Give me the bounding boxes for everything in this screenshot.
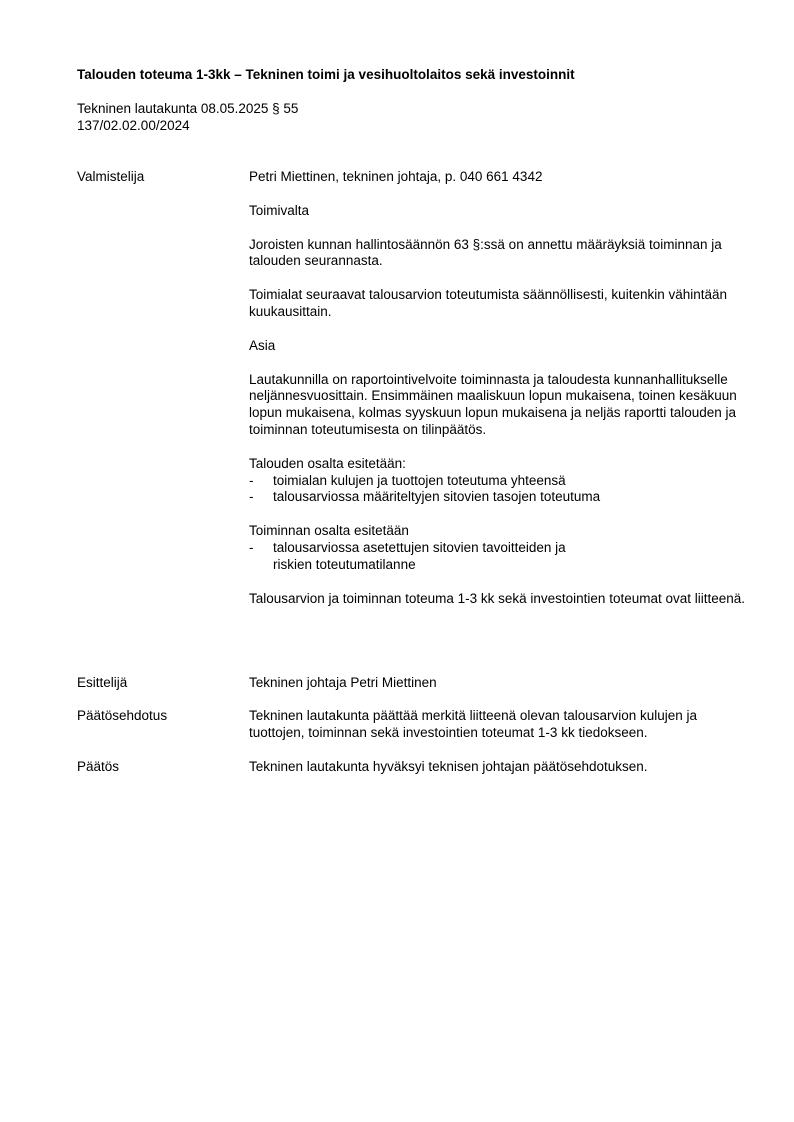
paatos-label: Päätös bbox=[77, 759, 120, 774]
dash-bullet: - bbox=[249, 472, 254, 488]
list-item: - toimialan kulujen ja tuottojen toteutuma yhteensä bbox=[249, 472, 566, 488]
dash-bullet: - bbox=[249, 539, 254, 555]
preparer-info: Petri Miettinen, tekninen johtaja, p. 040 661 4342 bbox=[249, 169, 543, 184]
document-title: Talouden toteuma 1-3kk – Tekninen toimi ja vesihuoltolaitos sekä investoinnit bbox=[77, 67, 575, 82]
valmistelija-label: Valmistelija bbox=[77, 169, 145, 184]
paragraph-asia: Lautakunnilla on raportointivelvoite toiminnasta ja taloudesta kunnanhallitukselle neljännesvuosittain. Ensimmäinen maaliskuun lopun mukaisena, toinen kesäkuun lopun mukaisena, kolmas syyskuun lopun mukaisena ja neljäs raportti talouden ja toiminnan toteutumisesta on tilinpäätös. bbox=[249, 371, 737, 437]
meeting-reference: Tekninen lautakunta 08.05.2025 § 55 bbox=[77, 101, 299, 116]
dash-bullet: - bbox=[249, 489, 254, 505]
toiminta-intro: Toiminnan osalta esitetään bbox=[249, 523, 409, 539]
paragraph-toimivalta-2: Toimialat seuraavat talousarvion toteutumista säännöllisesti, kuitenkin vähintään kuukausittain. bbox=[249, 287, 728, 319]
talous-intro: Talouden osalta esitetään: bbox=[249, 455, 406, 471]
esittelija-label: Esittelijä bbox=[77, 675, 128, 690]
list-item: - talousarviossa määriteltyjen sitovien tasojen toteutuma bbox=[249, 489, 601, 505]
valmistelija-section bbox=[249, 169, 749, 607]
paatos-text: Tekninen lautakunta hyväksyi teknisen johtajan päätösehdotuksen. bbox=[249, 759, 648, 774]
meeting-info bbox=[77, 100, 298, 134]
toiminta-list bbox=[249, 540, 749, 574]
paatosehdotus-text: Tekninen lautakunta päättää merkitä liitteenä olevan talousarvion kulujen ja tuottojen, toiminnan sekä investointien toteumat 1-3 kk tiedokseen. bbox=[249, 708, 698, 740]
heading-toimivalta: Toimivalta bbox=[249, 202, 310, 218]
list-item: - talousarviossa asetettujen sitovien tavoitteiden ja riskien toteutumatilanne bbox=[249, 539, 566, 572]
heading-asia: Asia bbox=[249, 337, 276, 353]
esittelija-text: Tekninen johtaja Petri Miettinen bbox=[249, 675, 437, 690]
paragraph-liitteet: Talousarvion ja toiminnan toteuma 1-3 kk sekä investointien toteumat ovat liitteenä. bbox=[249, 590, 746, 606]
paragraph-toimivalta-1: Joroisten kunnan hallintosäännön 63 §:ssä on annettu määräyksiä toiminnan ja talouden seurannasta. bbox=[249, 236, 722, 269]
paatosehdotus-label: Päätösehdotus bbox=[77, 708, 168, 723]
record-number: 137/02.02.00/2024 bbox=[77, 118, 190, 133]
talous-list bbox=[249, 473, 749, 507]
